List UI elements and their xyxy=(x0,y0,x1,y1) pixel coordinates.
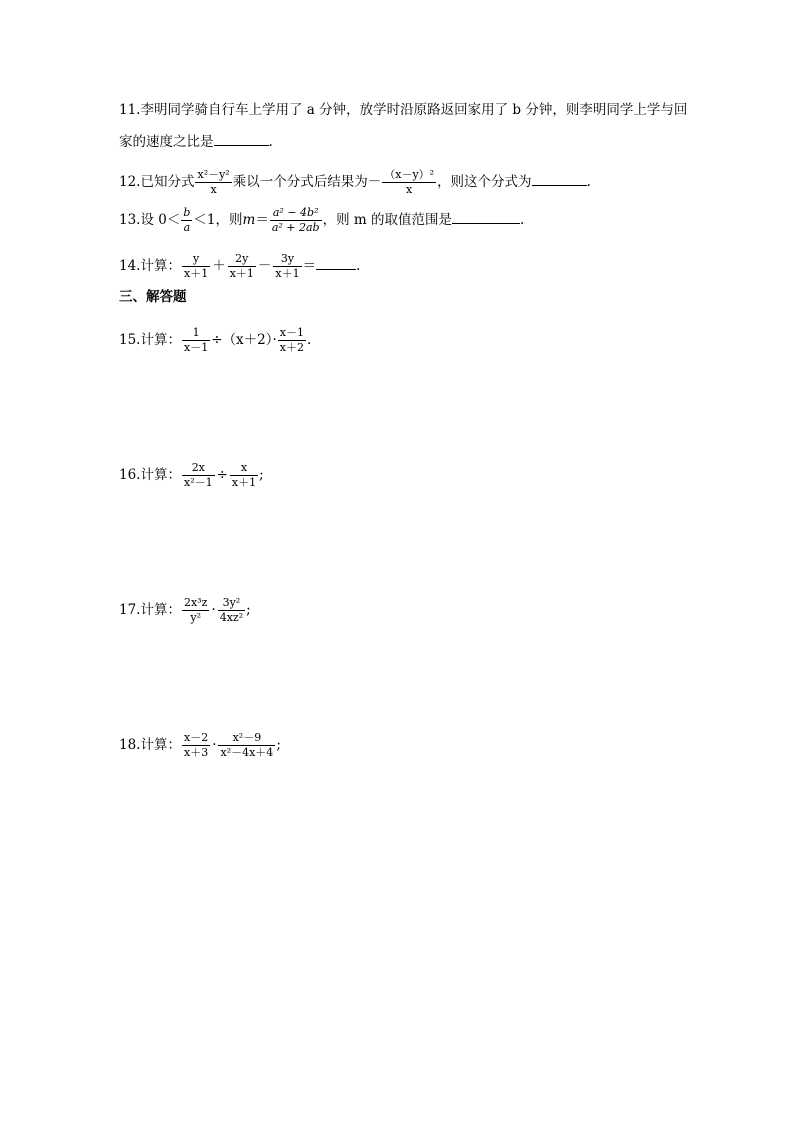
numerator: 1 xyxy=(182,326,210,341)
numerator: x－2 xyxy=(183,731,209,744)
fraction xyxy=(230,461,258,490)
variable-m: m xyxy=(242,212,256,228)
q12-middle: 乘以一个分式后结果为－ xyxy=(232,174,382,190)
fraction xyxy=(182,326,210,355)
fraction xyxy=(182,461,215,490)
plus-sign: ＋ xyxy=(212,258,226,274)
q11-text-line1: 11.李明同学骑自行车上学用了 a 分钟，放学时沿原路返回家用了 b 分钟，则李明同学上学与回 xyxy=(119,102,688,118)
multiply-dot: · xyxy=(211,602,216,618)
question-18 xyxy=(119,731,281,760)
question-11-line-2 xyxy=(119,131,273,152)
q13-prefix: 13.设 0＜ xyxy=(119,212,181,228)
equals-sign: ＝ xyxy=(255,212,269,228)
fraction xyxy=(228,252,256,281)
denominator: a xyxy=(183,221,191,234)
section-title: 三、解答题 xyxy=(119,289,187,305)
numerator: 2x xyxy=(182,461,215,476)
q12-end: . xyxy=(586,174,591,190)
q16-end: ; xyxy=(259,467,264,483)
denominator: y² xyxy=(190,611,201,624)
denominator: 4xz² xyxy=(219,611,244,624)
multiply-dot: · xyxy=(212,737,217,753)
denominator: x－1 xyxy=(183,341,209,354)
fraction xyxy=(182,252,210,281)
denominator: x²－1 xyxy=(183,476,213,489)
question-16 xyxy=(119,461,264,490)
question-12 xyxy=(119,168,591,197)
divide-sign: ÷ xyxy=(216,467,228,483)
q12-prefix: 12.已知分式 xyxy=(119,174,195,190)
numerator: b xyxy=(183,206,191,219)
answer-blank[interactable] xyxy=(452,209,520,224)
denominator: x＋1 xyxy=(183,267,209,280)
q15-mid: ÷（x＋2）· xyxy=(211,332,277,348)
q13-mid: ＜1，则 xyxy=(193,212,243,228)
numerator: x xyxy=(230,461,258,476)
denominator: x＋1 xyxy=(229,267,254,280)
question-13 xyxy=(119,206,524,235)
denominator: x＋1 xyxy=(275,267,300,280)
q11-text-line2: 家的速度之比是 xyxy=(119,134,214,150)
fraction xyxy=(273,252,301,281)
numerator: 3y² xyxy=(218,596,245,611)
fraction xyxy=(218,596,245,625)
q13-suffix: ，则 m 的取值范围是 xyxy=(322,212,452,228)
denominator: x²－4x＋4 xyxy=(220,746,274,759)
fraction xyxy=(182,731,210,760)
numerator: （x－y）² xyxy=(384,168,435,181)
answer-blank[interactable] xyxy=(316,255,356,270)
q14-prefix: 14.计算： xyxy=(119,258,181,274)
numerator: x²－y² xyxy=(197,168,230,181)
answer-blank[interactable] xyxy=(214,131,269,146)
q13-end: . xyxy=(519,212,525,228)
denominator: x＋3 xyxy=(183,746,209,759)
fraction xyxy=(278,326,306,355)
denominator: x＋2 xyxy=(279,341,304,354)
fraction xyxy=(181,206,192,235)
denominator: x xyxy=(406,183,413,196)
question-15 xyxy=(119,326,311,355)
numerator: x²－9 xyxy=(218,731,275,746)
q12-suffix: ，则这个分式为 xyxy=(437,174,532,190)
numerator: y xyxy=(182,252,210,267)
q15-prefix: 15.计算： xyxy=(119,332,181,348)
q15-end: . xyxy=(306,332,312,348)
question-17 xyxy=(119,596,251,625)
fraction xyxy=(195,168,231,197)
numerator: a² − 4b² xyxy=(270,206,322,221)
question-14 xyxy=(119,252,360,281)
numerator: 2y xyxy=(228,252,256,267)
numerator: 3y xyxy=(273,252,301,267)
section-heading xyxy=(119,287,187,307)
q18-end: ; xyxy=(276,737,281,753)
q17-prefix: 17.计算： xyxy=(119,602,181,618)
numerator: 2x³z xyxy=(183,596,208,609)
numerator: x－1 xyxy=(279,326,304,339)
fraction xyxy=(218,731,275,760)
fraction xyxy=(270,206,322,235)
q11-end: . xyxy=(268,134,273,150)
denominator: a² + 2ab xyxy=(271,221,320,234)
denominator: x＋1 xyxy=(231,476,257,489)
denominator: x xyxy=(210,183,217,196)
fraction xyxy=(182,596,209,625)
q18-prefix: 18.计算： xyxy=(119,737,181,753)
fraction xyxy=(382,168,436,197)
question-11-line-1 xyxy=(119,100,687,120)
q16-prefix: 16.计算： xyxy=(119,467,181,483)
answer-blank[interactable] xyxy=(532,171,587,186)
minus-sign: － xyxy=(257,258,272,274)
q17-end: ; xyxy=(246,602,251,618)
equals-sign: ＝ xyxy=(302,258,317,274)
q14-end: . xyxy=(356,258,361,274)
